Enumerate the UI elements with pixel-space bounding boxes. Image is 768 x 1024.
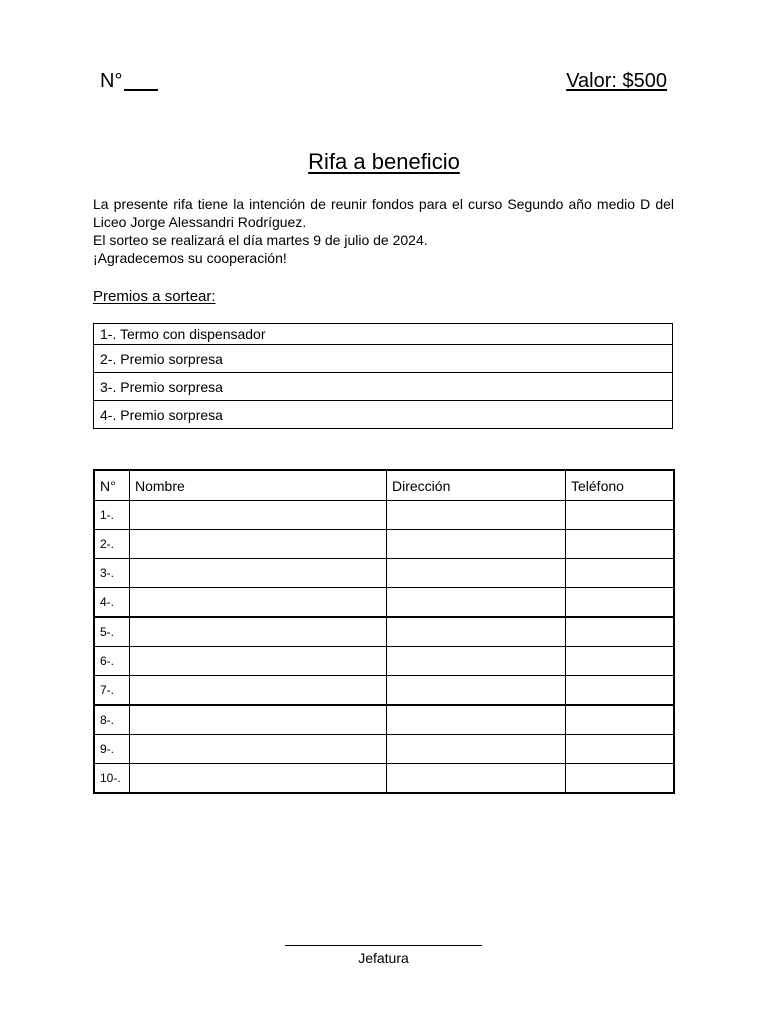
phone-cell[interactable] bbox=[566, 676, 675, 706]
address-cell[interactable] bbox=[387, 588, 566, 618]
prizes-heading: Premios a sortear: bbox=[93, 288, 216, 305]
address-cell[interactable] bbox=[387, 530, 566, 559]
row-number: 3-. bbox=[94, 559, 130, 588]
phone-cell[interactable] bbox=[566, 530, 675, 559]
column-header-number: N° bbox=[94, 470, 130, 501]
phone-cell[interactable] bbox=[566, 559, 675, 588]
name-cell[interactable] bbox=[130, 530, 387, 559]
ticket-number-blank bbox=[124, 89, 158, 91]
table-row bbox=[94, 735, 674, 764]
address-cell[interactable] bbox=[387, 676, 566, 706]
address-cell[interactable] bbox=[387, 764, 566, 794]
table-row bbox=[94, 559, 674, 588]
address-cell[interactable] bbox=[387, 559, 566, 588]
row-number: 7-. bbox=[94, 676, 130, 706]
table-row bbox=[94, 530, 674, 559]
signature-label: Jefatura bbox=[358, 950, 409, 966]
ticket-number bbox=[100, 68, 158, 94]
phone-cell[interactable] bbox=[566, 735, 675, 764]
prize-row bbox=[94, 345, 673, 373]
column-header-phone: Teléfono bbox=[566, 470, 675, 501]
address-cell[interactable] bbox=[387, 705, 566, 735]
row-number: 4-. bbox=[94, 588, 130, 618]
prize-item: 1-. Termo con dispensador bbox=[94, 324, 673, 345]
prize-row bbox=[94, 373, 673, 401]
column-header-address: Dirección bbox=[387, 470, 566, 501]
name-cell[interactable] bbox=[130, 764, 387, 794]
address-cell[interactable] bbox=[387, 617, 566, 647]
phone-cell[interactable] bbox=[566, 617, 675, 647]
phone-cell[interactable] bbox=[566, 588, 675, 618]
row-number: 5-. bbox=[94, 617, 130, 647]
name-cell[interactable] bbox=[130, 588, 387, 618]
row-number: 1-. bbox=[94, 501, 130, 530]
row-number: 8-. bbox=[94, 705, 130, 735]
page-title: Rifa a beneficio bbox=[308, 149, 460, 174]
signature-line bbox=[285, 945, 482, 968]
intro-paragraph: La presente rifa tiene la intención de reunir fondos para el curso Segundo año medio D del Liceo Jorge Alessandri Rodríguez. bbox=[93, 196, 674, 230]
participants-header-row bbox=[94, 470, 674, 501]
phone-cell[interactable] bbox=[566, 647, 675, 676]
name-cell[interactable] bbox=[130, 676, 387, 706]
prizes-table bbox=[93, 323, 673, 429]
table-row bbox=[94, 676, 674, 706]
prize-item: 3-. Premio sorpresa bbox=[94, 373, 673, 401]
table-row bbox=[94, 588, 674, 618]
table-row bbox=[94, 617, 674, 647]
intro-text bbox=[93, 195, 674, 267]
row-number: 2-. bbox=[94, 530, 130, 559]
name-cell[interactable] bbox=[130, 705, 387, 735]
prize-item: 4-. Premio sorpresa bbox=[94, 401, 673, 429]
thanks-text: ¡Agradecemos su cooperación! bbox=[93, 250, 287, 266]
prize-row bbox=[94, 401, 673, 429]
name-cell[interactable] bbox=[130, 617, 387, 647]
name-cell[interactable] bbox=[130, 501, 387, 530]
table-row bbox=[94, 501, 674, 530]
ticket-number-label: N° bbox=[100, 70, 123, 92]
table-row bbox=[94, 647, 674, 676]
address-cell[interactable] bbox=[387, 735, 566, 764]
name-cell[interactable] bbox=[130, 559, 387, 588]
table-row bbox=[94, 764, 674, 794]
participants-table bbox=[93, 469, 675, 794]
ticket-price: Valor: $500 bbox=[566, 70, 667, 92]
row-number: 9-. bbox=[94, 735, 130, 764]
phone-cell[interactable] bbox=[566, 705, 675, 735]
phone-cell[interactable] bbox=[566, 764, 675, 794]
row-number: 6-. bbox=[94, 647, 130, 676]
name-cell[interactable] bbox=[130, 735, 387, 764]
name-cell[interactable] bbox=[130, 647, 387, 676]
prize-row bbox=[94, 324, 673, 345]
draw-date: El sorteo se realizará el día martes 9 de julio de 2024. bbox=[93, 232, 428, 248]
column-header-name: Nombre bbox=[130, 470, 387, 501]
row-number: 10-. bbox=[94, 764, 130, 794]
prize-item: 2-. Premio sorpresa bbox=[94, 345, 673, 373]
address-cell[interactable] bbox=[387, 501, 566, 530]
phone-cell[interactable] bbox=[566, 501, 675, 530]
table-row bbox=[94, 705, 674, 735]
address-cell[interactable] bbox=[387, 647, 566, 676]
